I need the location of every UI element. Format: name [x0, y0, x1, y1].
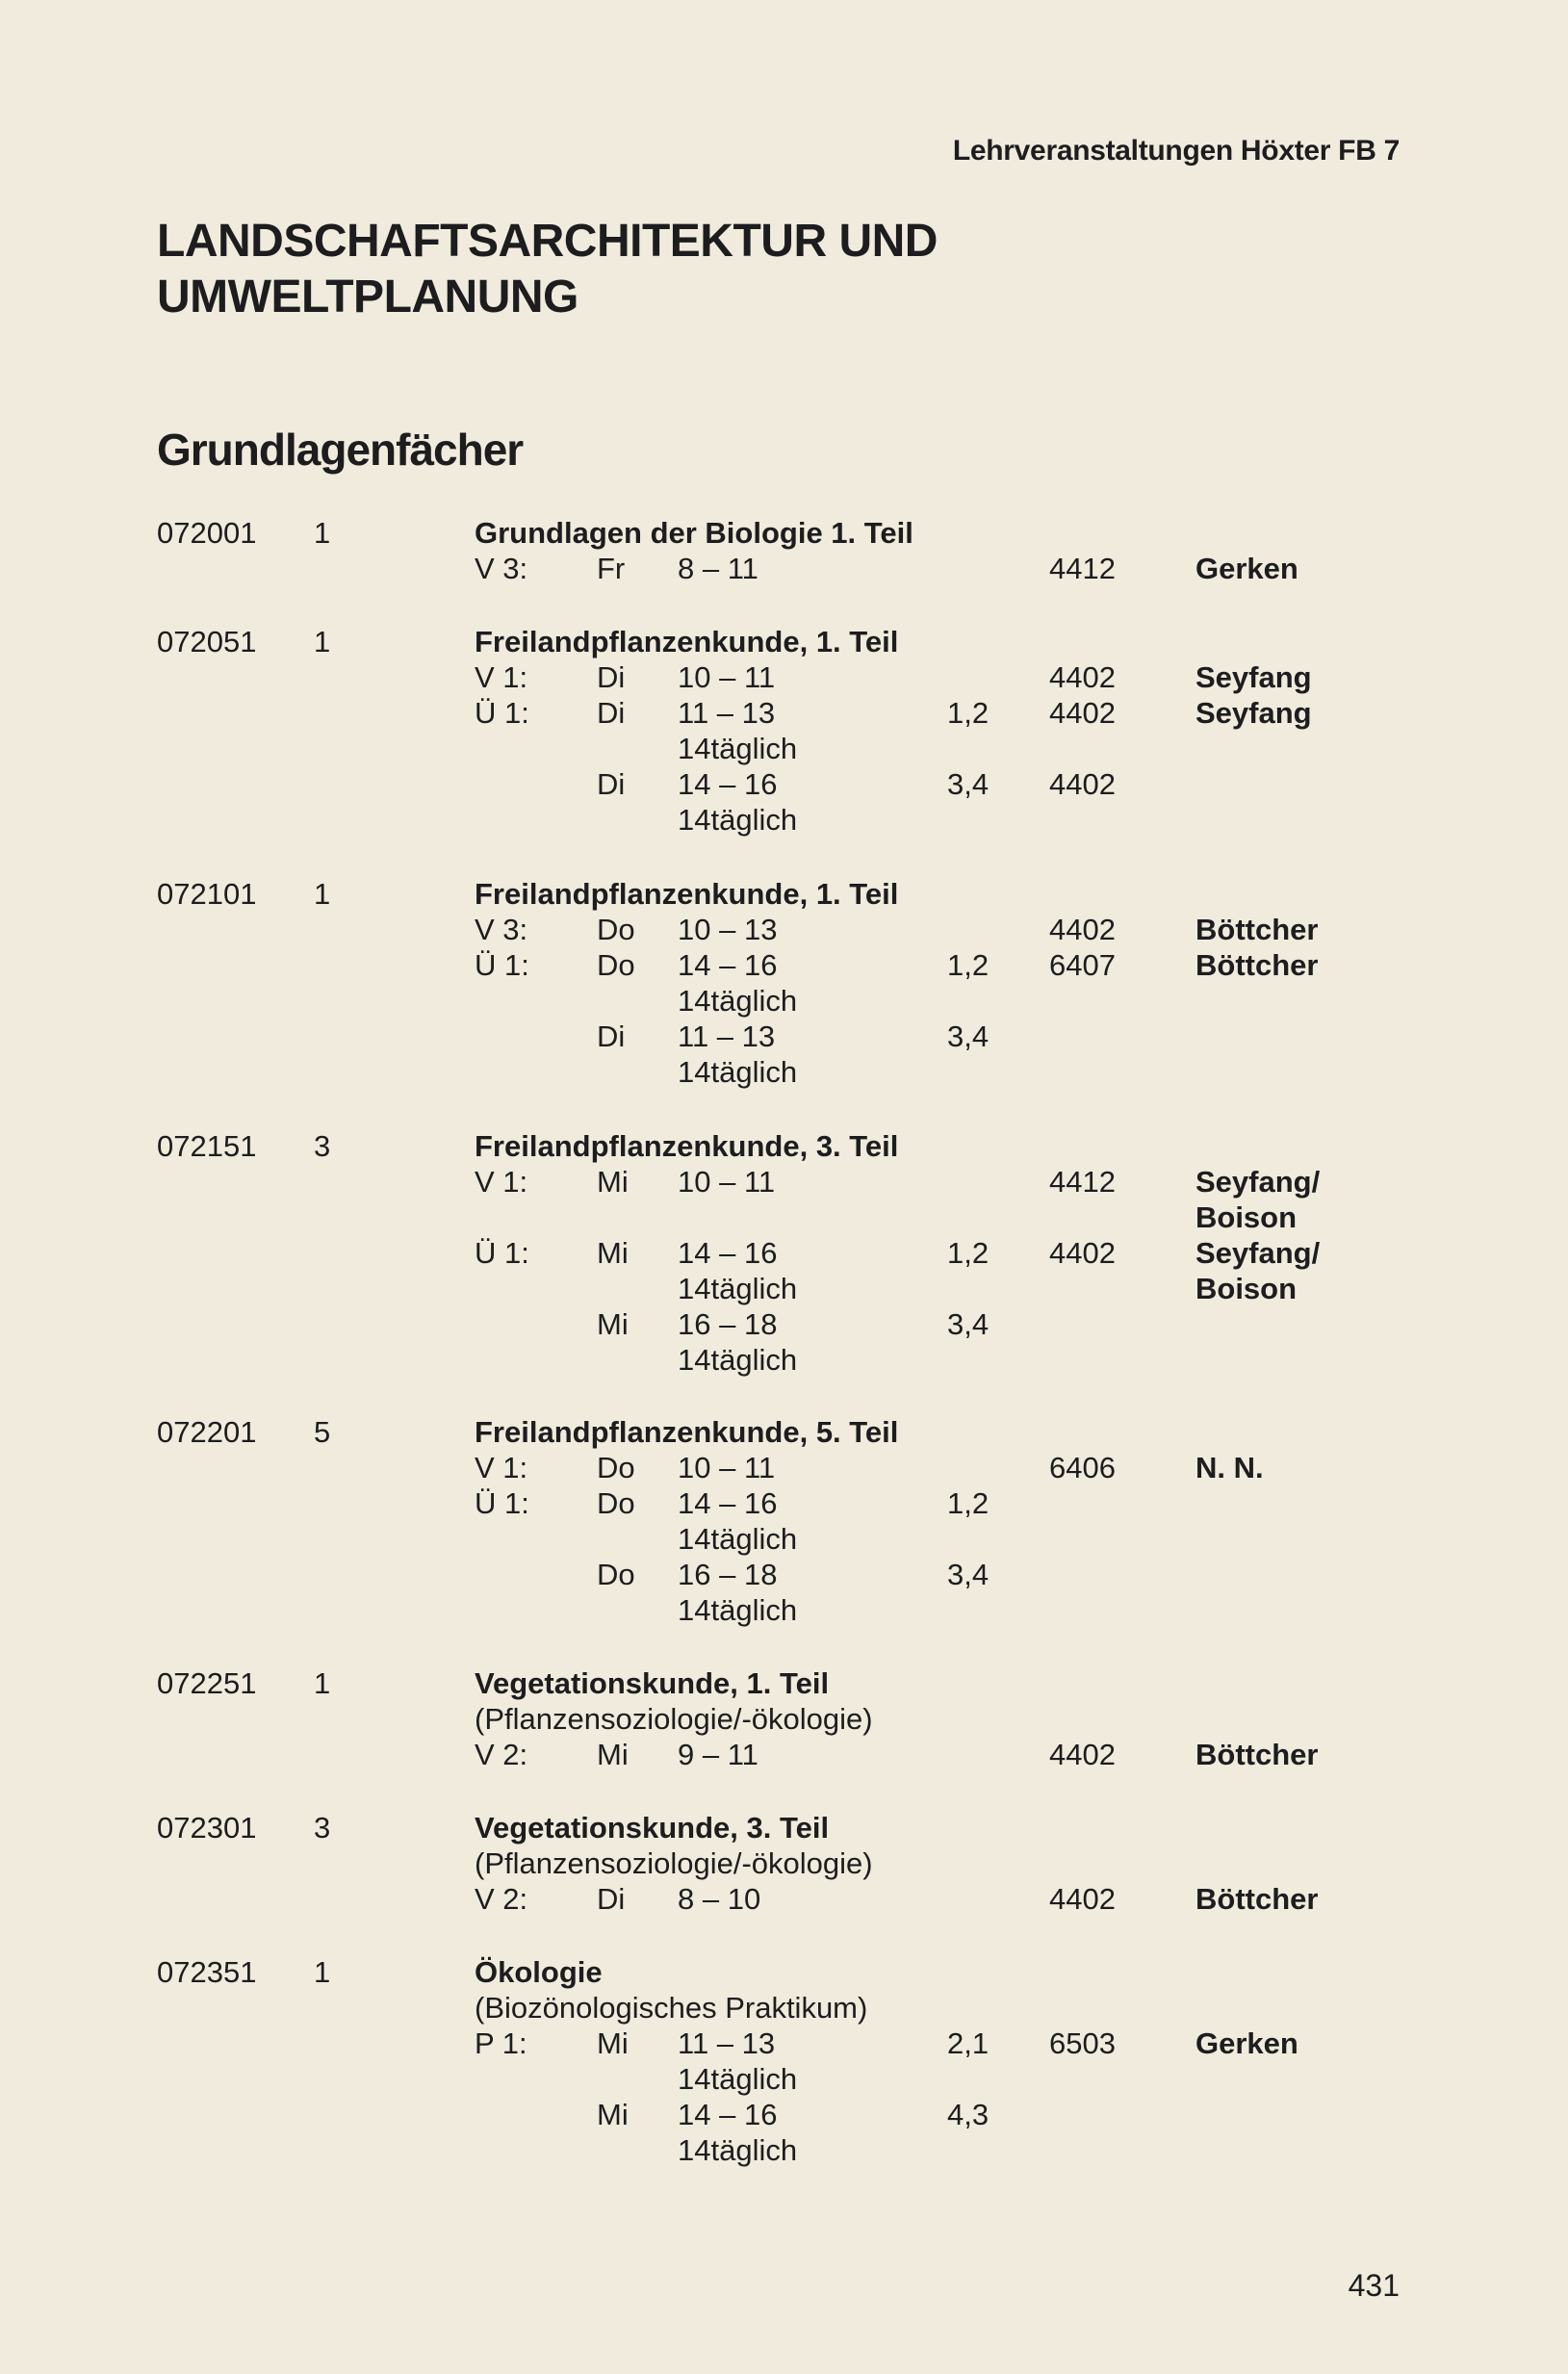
- session-type: V 1:: [475, 1451, 528, 1484]
- session-group: 3,4: [947, 1307, 990, 1341]
- course-number: 072151: [157, 1129, 257, 1163]
- session-group: 3,4: [947, 1019, 990, 1053]
- session-lecturer: Böttcher: [1195, 948, 1319, 982]
- session-day: Do: [597, 1486, 635, 1520]
- session-time: 14 – 16: [678, 767, 778, 801]
- session-day: Do: [597, 948, 635, 982]
- session-type: P 1:: [475, 2026, 527, 2060]
- page-title-line-1: LANDSCHAFTSARCHITEKTUR UND: [157, 216, 938, 267]
- session-time: 10 – 11: [678, 1451, 776, 1484]
- course-number: 072001: [157, 516, 257, 550]
- session-day: Do: [597, 913, 635, 946]
- session-time: 14 – 16: [678, 1236, 778, 1270]
- session-room: 4402: [1049, 1738, 1116, 1771]
- session-group: 1,2: [947, 1486, 990, 1520]
- course-number: 072301: [157, 1811, 257, 1845]
- session-room: 4402: [1049, 696, 1116, 730]
- session-lecturer: Seyfang/: [1195, 1165, 1321, 1199]
- page-number: 431: [1348, 2268, 1400, 2303]
- session-frequency: 14täglich: [678, 1522, 798, 1556]
- session-frequency: 14täglich: [678, 1343, 798, 1377]
- session-time: 8 – 10: [678, 1882, 761, 1916]
- session-time: 10 – 13: [678, 913, 778, 946]
- session-lecturer: Böttcher: [1195, 1882, 1319, 1916]
- semester: 1: [314, 516, 331, 550]
- session-room: 4402: [1049, 1236, 1116, 1270]
- session-type: Ü 1:: [475, 948, 529, 982]
- session-time: 14 – 16: [678, 2098, 778, 2131]
- course-number: 072251: [157, 1666, 257, 1700]
- course-number: 072201: [157, 1415, 257, 1449]
- session-frequency: 14täglich: [678, 1055, 798, 1089]
- session-frequency: 14täglich: [678, 803, 798, 837]
- section-title: Grundlagenfächer: [157, 425, 524, 475]
- session-type: V 3:: [475, 552, 528, 585]
- session-day: Mi: [597, 1738, 629, 1771]
- session-lecturer: N. N.: [1195, 1451, 1264, 1484]
- session-room: 6406: [1049, 1451, 1116, 1484]
- semester: 3: [314, 1129, 331, 1163]
- session-lecturer: Gerken: [1195, 552, 1298, 585]
- session-room: 6407: [1049, 948, 1116, 982]
- session-room: 6503: [1049, 2026, 1116, 2060]
- session-lecturer: Seyfang/: [1195, 1236, 1321, 1270]
- semester: 1: [314, 1666, 331, 1700]
- course-subtitle: (Pflanzensoziologie/-ökologie): [475, 1702, 873, 1736]
- course-title: Freilandpflanzenkunde, 1. Teil: [475, 625, 899, 658]
- session-lecturer: Böttcher: [1195, 1738, 1319, 1771]
- course-title: Grundlagen der Biologie 1. Teil: [475, 516, 913, 550]
- session-day: Mi: [597, 2026, 629, 2060]
- session-lecturer: Boison: [1195, 1200, 1298, 1234]
- session-group: 1,2: [947, 696, 990, 730]
- session-time: 16 – 18: [678, 1307, 778, 1341]
- session-time: 11 – 13: [678, 2026, 776, 2060]
- session-day: Mi: [597, 1236, 629, 1270]
- course-number: 072351: [157, 1955, 257, 1989]
- session-type: V 2:: [475, 1882, 528, 1916]
- session-group: 3,4: [947, 767, 990, 801]
- session-day: Do: [597, 1558, 635, 1591]
- session-room: 4412: [1049, 552, 1116, 585]
- session-frequency: 14täglich: [678, 2062, 798, 2096]
- semester: 1: [314, 1955, 331, 1989]
- session-time: 14 – 16: [678, 948, 778, 982]
- page-title-line-2: UMWELTPLANUNG: [157, 271, 578, 323]
- running-header: Lehrveranstaltungen Höxter FB 7: [952, 135, 1400, 167]
- course-title: Freilandpflanzenkunde, 5. Teil: [475, 1415, 899, 1449]
- session-day: Di: [597, 1882, 626, 1916]
- session-time: 10 – 11: [678, 660, 776, 694]
- session-lecturer: Boison: [1195, 1272, 1298, 1305]
- course-title: Vegetationskunde, 3. Teil: [475, 1811, 830, 1845]
- session-day: Di: [597, 1019, 626, 1053]
- session-room: 4402: [1049, 913, 1116, 946]
- session-day: Do: [597, 1451, 635, 1484]
- session-time: 16 – 18: [678, 1558, 778, 1591]
- semester: 1: [314, 877, 331, 911]
- session-time: 11 – 13: [678, 696, 776, 730]
- session-type: Ü 1:: [475, 696, 529, 730]
- course-title: Freilandpflanzenkunde, 1. Teil: [475, 877, 899, 911]
- session-group: 2,1: [947, 2026, 990, 2060]
- session-day: Mi: [597, 1165, 629, 1199]
- course-title: Vegetationskunde, 1. Teil: [475, 1666, 830, 1700]
- session-time: 14 – 16: [678, 1486, 778, 1520]
- course-number: 072101: [157, 877, 257, 911]
- session-frequency: 14täglich: [678, 1272, 798, 1305]
- course-title: Ökologie: [475, 1955, 603, 1989]
- session-lecturer: Seyfang: [1195, 696, 1312, 730]
- course-number: 072051: [157, 625, 257, 658]
- semester: 3: [314, 1811, 331, 1845]
- session-room: 4402: [1049, 660, 1116, 694]
- session-type: V 3:: [475, 913, 528, 946]
- session-group: 1,2: [947, 1236, 990, 1270]
- session-frequency: 14täglich: [678, 732, 798, 765]
- session-room: 4402: [1049, 1882, 1116, 1916]
- session-type: V 1:: [475, 1165, 528, 1199]
- semester: 5: [314, 1415, 331, 1449]
- session-time: 11 – 13: [678, 1019, 776, 1053]
- session-frequency: 14täglich: [678, 984, 798, 1018]
- session-time: 10 – 11: [678, 1165, 776, 1199]
- session-group: 1,2: [947, 948, 990, 982]
- course-title: Freilandpflanzenkunde, 3. Teil: [475, 1129, 899, 1163]
- session-type: V 1:: [475, 660, 528, 694]
- session-group: 3,4: [947, 1558, 990, 1591]
- session-lecturer: Böttcher: [1195, 913, 1319, 946]
- semester: 1: [314, 625, 331, 658]
- session-lecturer: Gerken: [1195, 2026, 1298, 2060]
- session-time: 8 – 11: [678, 552, 758, 585]
- session-type: V 2:: [475, 1738, 528, 1771]
- session-day: Fr: [597, 552, 626, 585]
- course-subtitle: (Pflanzensoziologie/-ökologie): [475, 1846, 873, 1880]
- session-lecturer: Seyfang: [1195, 660, 1312, 694]
- course-subtitle: (Biozönologisches Praktikum): [475, 1991, 868, 2025]
- session-day: Di: [597, 660, 626, 694]
- session-type: Ü 1:: [475, 1236, 529, 1270]
- session-day: Di: [597, 696, 626, 730]
- session-day: Mi: [597, 1307, 629, 1341]
- session-type: Ü 1:: [475, 1486, 529, 1520]
- session-day: Mi: [597, 2098, 629, 2131]
- session-time: 9 – 11: [678, 1738, 758, 1771]
- session-room: 4402: [1049, 767, 1116, 801]
- session-group: 4,3: [947, 2098, 990, 2131]
- session-day: Di: [597, 767, 626, 801]
- session-frequency: 14täglich: [678, 1593, 798, 1627]
- session-room: 4412: [1049, 1165, 1116, 1199]
- session-frequency: 14täglich: [678, 2133, 798, 2167]
